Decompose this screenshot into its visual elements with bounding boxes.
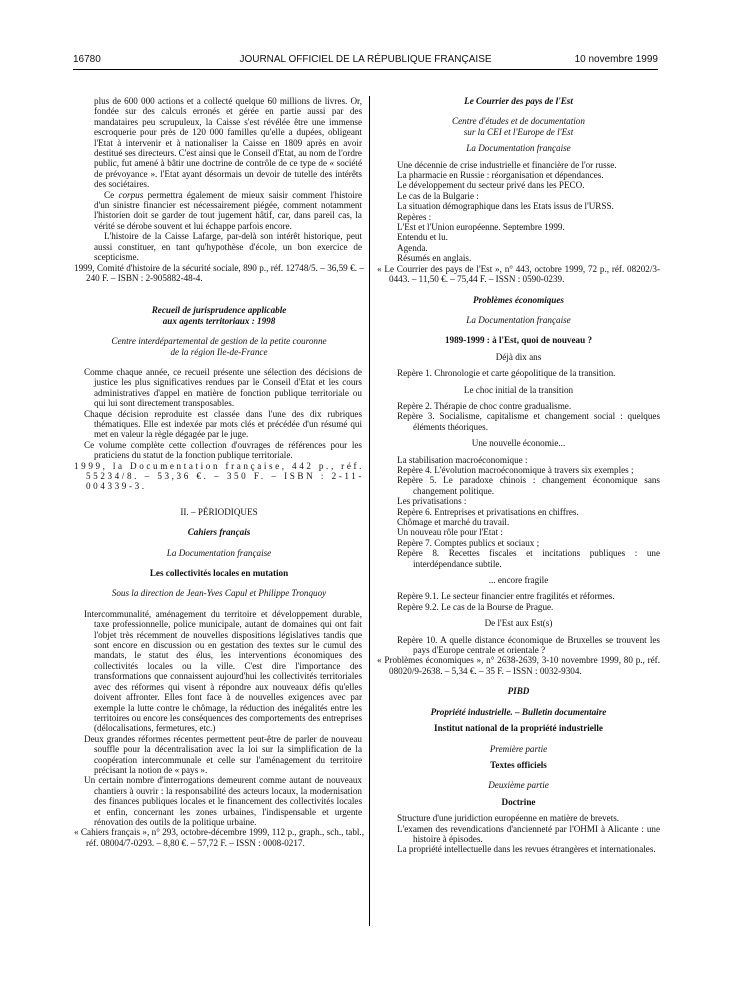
list-item: Repère 3. Socialisme, capitalisme et changement social : quelques éléments théoriques.: [397, 411, 660, 432]
publisher: Centre interdépartemental de gestion de la petite couronne: [111, 336, 327, 347]
issue-title: Propriété industrielle. – Bulletin documentaire: [430, 706, 607, 717]
list-item: Repère 5. Le paradoxe chinois : changement économique sans changement politique.: [397, 475, 660, 496]
list-item: La pharmacie en Russie : réorganisation et dépendances.: [397, 170, 604, 181]
list-item: La propriété intellectuelle dans les revues étrangères et internationales.: [397, 844, 656, 855]
book-title: aux agents territoriaux : 1998: [162, 315, 276, 326]
page-header: [73, 54, 658, 68]
paragraph: [74, 190, 364, 232]
periodical-title: Cahiers français: [187, 527, 251, 538]
list-item: Repère 9.2. Le cas de la Bourse de Prague.: [397, 601, 554, 612]
citation: « Le Courrier des pays de l'Est », n° 443, octobre 1999, 72 p., réf. 08202/3-0443. – 11,50 €. – 75,44 F. – ISSN : 0590-0239.: [377, 263, 660, 285]
text: Ce: [104, 189, 119, 200]
list-item: Le cas de la Bulgarie :: [397, 190, 479, 201]
subheading: Première partie: [489, 743, 548, 754]
issue-date: 10 novembre 1999: [574, 54, 658, 65]
page-number: 16780: [73, 54, 101, 65]
periodical-title: Le Courrier des pays de l'Est: [464, 96, 573, 106]
list-item: L'Est et l'Union européenne. Septembre 1999.: [397, 222, 565, 233]
subheading: Le choc initial de la transition: [463, 384, 574, 395]
subheading: Déjà dix ans: [495, 351, 542, 362]
right-column: [377, 96, 660, 855]
paragraph: Chaque décision reproduite est classée dans l'une des dix rubriques thématiques. Elle est indexée par mots clés et précédée d'un résumé qui met en valeur la règle dégagée par le juge.: [84, 408, 362, 440]
list-item: Repère 6. Entreprises et privatisations en chiffres.: [397, 506, 579, 517]
subheading: Doctrine: [501, 796, 536, 807]
list-item: Structure d'une juridiction européenne en matière de brevets.: [397, 813, 620, 824]
list-item: Repère 2. Thérapie de choc contre gradualisme.: [397, 400, 572, 411]
citation: « Problèmes économiques », n° 2638-2639, 3-10 novembre 1999, 80 p., réf. 08020/9-2638. – 5,34 €. – 35 F. – ISSN : 0032-9304.: [377, 655, 660, 676]
column-divider: [369, 96, 370, 926]
journal-title: JOURNAL OFFICIEL DE LA RÉPUBLIQUE FRANÇAISE: [239, 54, 492, 65]
paragraph: Deux grandes réformes récentes permettent peut-être de parler de nouveau souffle pour la décentralisation avec la loi sur la simplification de la coopération intercommunale et celle sur l'aménagement du territoire précisant la notion de « pays ».: [84, 733, 362, 775]
list-item: Les privatisations :: [397, 496, 467, 507]
publisher: Institut national de la propriété industrielle: [434, 723, 603, 734]
list-item: Repère 10. A quelle distance économique de Bruxelles se trouvent les pays d'Europe centrale et orientale ?: [397, 634, 660, 656]
list-item: La situation démographique dans les Etats issus de l'URSS.: [397, 201, 614, 212]
citation: « Cahiers français », n° 293, octobre-décembre 1999, 112 p., graph., sch., tabl., réf. 08004/7-0293. – 8,80 €. – 57,72 F. – ISSN : 0008-0217.: [74, 827, 364, 848]
list-item: Repère 1. Chronologie et carte géopolitique de la transition.: [397, 368, 616, 379]
paragraph: Comme chaque année, ce recueil présente une sélection des décisions de justice les plus significatives rendues par le Conseil d'Etat et les cours administratives d'appel en matière de fonction publique territoriale ou qui lui sont directement transposables.: [84, 366, 362, 409]
paragraph: Intercommunalité, aménagement du territoire et développement durable, taxe professionnelle, police municipale, autant de domaines qui ont fait l'objet très récemment de nouvelles dispositions législatives tandis que sont encore en discussion ou en gestation des textes sur le cumul des mandats, le statut des élus, les interventions économiques des collectivités locales ou la ville. C'est dire l'importance des transformations que connaissent aujourd'hui les collectivités territoriales avec des réformes qui visent à répondre aux nouveaux défis qu'elles doivent affronter. Elles font face à de nouvelles exigences avec par exemple la lutte contre le chômage, la réduction des inégalités entre les territoires ou encore les conséquences des comportements des entreprises (délocalisations, fermetures, etc.): [84, 608, 362, 734]
list-item: Une décennie de crise industrielle et financière de l'or russe.: [397, 159, 617, 170]
periodical-title: PIBD: [507, 686, 530, 697]
list-item: Chômage et marché du travail.: [397, 517, 510, 527]
editors: Sous la direction de Jean-Yves Capul et Philippe Tronquoy: [111, 588, 327, 599]
publisher: de la région Ile-de-France: [170, 346, 268, 357]
publisher: La Documentation française: [166, 547, 272, 558]
issue-title: Les collectivités locales en mutation: [149, 568, 289, 579]
citation: [74, 461, 364, 492]
issue-title: 1989-1999 : à l'Est, quoi de nouveau ?: [444, 335, 593, 346]
header-rule: [73, 69, 658, 70]
paragraph: plus de 600 000 actions et a collecté quelque 60 millions de livres. Or, fondée sur des calculs erronés et gérée en partie aussi par des mandataires peu scrupuleux, la Caisse s'est révélée être une immense escroquerie pour près de 120 000 familles qu'elle a dupées, obligeant l'Etat à intervenir et à nationaliser la Caisse en 1809 après en avoir destitué ses directeurs. C'est ainsi que le Conseil d'Etat, au nom de l'ordre public, fut amené à bâtir une doctrine de contrôle de ce type de « société de prévoyance ». l'Etat ayant désormais un devoir de tutelle des intérêts des sociétaires.: [94, 96, 362, 190]
paragraph: L'histoire de la Caisse Lafarge, par-delà son intérêt historique, peut aussi constituer, en tant qu'hypothèse d'école, un bon exercice de scepticisme.: [94, 231, 362, 263]
citation: 1999, Comité d'histoire de la sécurité sociale, 890 p., réf. 12748/5. – 36,59 €. – 240 F. – ISBN : 2-905882-48-4.: [74, 262, 364, 283]
publisher: La Documentation française: [466, 143, 571, 154]
subheading: ... encore fragile: [488, 575, 549, 586]
text: corpus: [118, 189, 144, 200]
subheading: De l'Est aux Est(s): [484, 618, 553, 629]
publisher: sur la CEI et l'Europe de l'Est: [463, 126, 574, 137]
publisher: La Documentation française: [466, 314, 571, 325]
list-item: Entendu et lu.: [397, 232, 448, 243]
list-item: L'examen des revendications d'ancienneté par l'OHMI à Alicante : une histoire à épisodes.: [397, 823, 660, 844]
subheading: Deuxième partie: [488, 780, 549, 791]
subheading: Une nouvelle économie...: [471, 438, 566, 449]
paragraph: Ce volume complète cette collection d'ouvrages de références pour les praticiens du statut de la fonction publique territoriale.: [84, 439, 362, 461]
periodical-title: Problèmes économiques: [473, 294, 564, 305]
list-item: Agenda.: [397, 242, 428, 253]
section-heading: II. – PÉRIODIQUES: [180, 506, 258, 517]
list-item: Repère 9.1. Le secteur financier entre fragilités et réformes.: [397, 591, 615, 602]
book-title: Recueil de jurisprudence applicable: [151, 305, 287, 316]
list-item: Repères :: [397, 211, 432, 222]
list-item: Un nouveau rôle pour l'Etat :: [397, 527, 503, 538]
list-item: Repère 7. Comptes publics et sociaux ;: [397, 537, 540, 548]
paragraph: Un certain nombre d'interrogations demeurent comme autant de nouveaux chantiers à ouvrir : la responsabilité des acteurs locaux, la modernisation des finances publiques locales et le financement des collectivités locales et enfin, concernant les zones urbaines, l'indispensable et urgente rénovation des outils de la politique urbaine.: [84, 775, 362, 827]
text: permettra également de mieux saisir comment l'histoire d'un sinistre financier est nécessairement piégée, comment notamment l'historien doit se garder de tout jugement hâtif, car, dans pareil cas, la vérité se dérobe souvent et lui échappe parfois encore.: [94, 189, 362, 231]
left-column: [74, 96, 364, 848]
list-item: La stabilisation macroéconomique :: [397, 454, 528, 465]
publisher: Centre d'études et de documentation: [452, 116, 585, 127]
subheading: Textes officiels: [490, 759, 547, 770]
list-item: Résumés en anglais.: [397, 253, 472, 264]
text: 1999, la Documentation française, 442 p., réf. 55234/8. – 53,36 €. – 350 F. – ISBN : 2-11-004339-3.: [74, 460, 364, 492]
list-item: Le développement du secteur privé dans les PECO.: [397, 180, 585, 191]
list-item: Repère 4. L'évolution macroéconomique à travers six exemples ;: [397, 464, 634, 475]
list-item: Repère 8. Recettes fiscales et incitations publiques : une interdépendance subtile.: [397, 548, 660, 569]
